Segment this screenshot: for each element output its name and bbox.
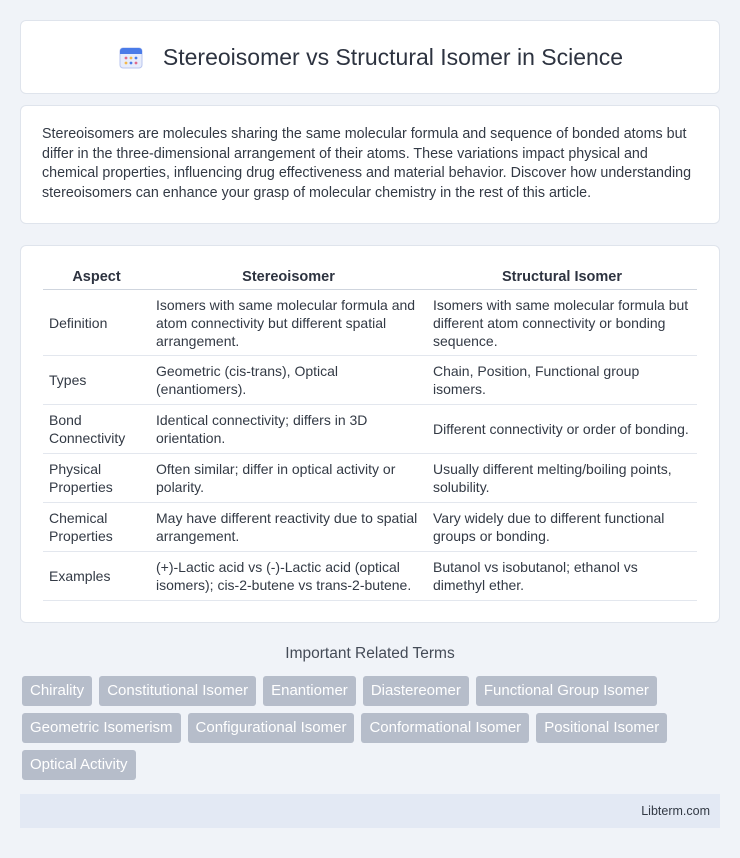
tag-diastereomer[interactable]: Diastereomer: [363, 676, 469, 706]
stereoisomer-cell: (+)-Lactic acid vs (-)-Lactic acid (optical isomers); cis-2-butene vs trans-2-butene.: [150, 552, 427, 601]
related-terms-section: [20, 645, 720, 663]
stereoisomer-cell: Geometric (cis-trans), Optical (enantiomers).: [150, 356, 427, 405]
table-header-row: [43, 266, 697, 290]
table-row: [43, 356, 697, 405]
intro-text: Stereoisomers are molecules sharing the same molecular formula and sequence of bonded atoms but differ in the three-dimensional arrangement of their atoms. These variations impact physical and chemical properties, influencing drug effectiveness and material behavior. Discover how understanding stereoisomers can enhance your grasp of molecular chemistry in the rest of this article.: [42, 126, 692, 201]
stereoisomer-cell: May have different reactivity due to spatial arrangement.: [150, 503, 427, 552]
structural-isomer-cell: Chain, Position, Functional group isomers.: [427, 356, 697, 405]
aspect-cell: Physical Properties: [43, 454, 150, 503]
column-header-stereoisomer: Stereoisomer: [150, 266, 427, 290]
tag-configurational-isomer[interactable]: Configurational Isomer: [188, 713, 355, 743]
stereoisomer-cell: Identical connectivity; differs in 3D orientation.: [150, 405, 427, 454]
calendar-icon: [117, 43, 145, 71]
tag-positional-isomer[interactable]: Positional Isomer: [536, 713, 667, 743]
tag-functional-group-isomer[interactable]: Functional Group Isomer: [476, 676, 657, 706]
structural-isomer-cell: Isomers with same molecular formula but different atom connectivity or bonding sequence.: [427, 290, 697, 356]
aspect-cell: Definition: [43, 290, 150, 356]
aspect-cell: Chemical Properties: [43, 503, 150, 552]
aspect-cell: Types: [43, 356, 150, 405]
footer: [20, 794, 720, 828]
related-terms-tags: [22, 676, 722, 780]
structural-isomer-cell: Butanol vs isobutanol; ethanol vs dimethyl ether.: [427, 552, 697, 601]
structural-isomer-cell: Vary widely due to different functional groups or bonding.: [427, 503, 697, 552]
footer-brand[interactable]: Libterm.com: [641, 804, 710, 818]
structural-isomer-cell: Different connectivity or order of bonding.: [427, 405, 697, 454]
related-terms-title: Important Related Terms: [285, 645, 455, 662]
tag-geometric-isomerism[interactable]: Geometric Isomerism: [22, 713, 181, 743]
tag-enantiomer[interactable]: Enantiomer: [263, 676, 356, 706]
structural-isomer-cell: Usually different melting/boiling points, solubility.: [427, 454, 697, 503]
stereoisomer-cell: Isomers with same molecular formula and atom connectivity but different spatial arrangement.: [150, 290, 427, 356]
stereoisomer-cell: Often similar; differ in optical activity or polarity.: [150, 454, 427, 503]
comparison-card: [20, 245, 720, 623]
tag-optical-activity[interactable]: Optical Activity: [22, 750, 136, 780]
aspect-cell: Bond Connectivity: [43, 405, 150, 454]
aspect-cell: Examples: [43, 552, 150, 601]
table-row: [43, 290, 697, 356]
column-header-aspect: Aspect: [43, 266, 150, 290]
comparison-table: [43, 266, 697, 601]
table-row: [43, 552, 697, 601]
tag-chirality[interactable]: Chirality: [22, 676, 92, 706]
tag-constitutional-isomer[interactable]: Constitutional Isomer: [99, 676, 256, 706]
page-title: Stereoisomer vs Structural Isomer in Science: [162, 43, 624, 70]
table-row: [43, 405, 697, 454]
column-header-structural-isomer: Structural Isomer: [427, 266, 697, 290]
table-row: [43, 454, 697, 503]
tag-conformational-isomer[interactable]: Conformational Isomer: [361, 713, 529, 743]
title-card: [20, 20, 720, 94]
table-row: [43, 503, 697, 552]
intro-card: [20, 105, 720, 224]
